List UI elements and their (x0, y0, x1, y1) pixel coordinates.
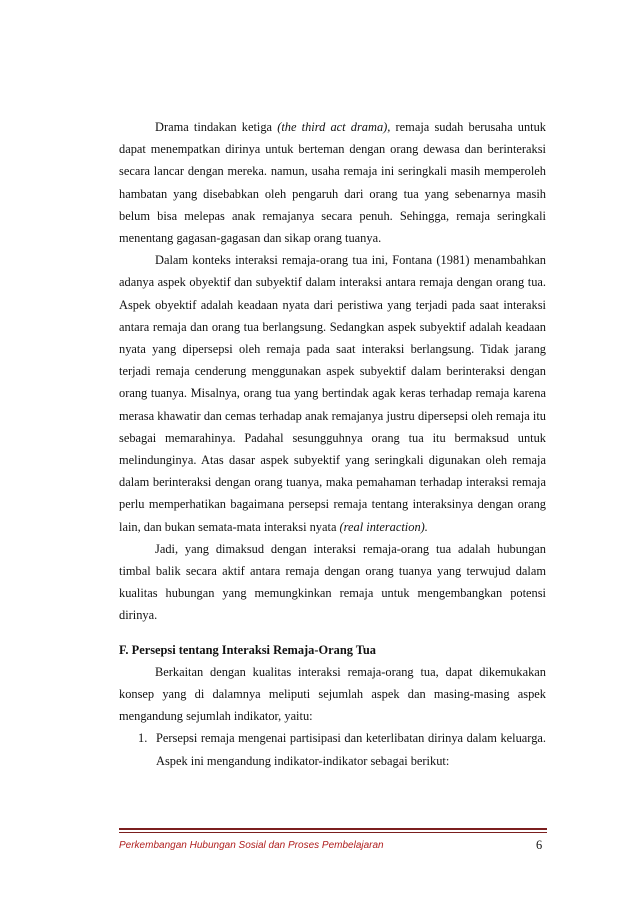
footer-title: Perkembangan Hubungan Sosial dan Proses Pembelajaran (119, 840, 384, 851)
paragraph-definition: Jadi, yang dimaksud dengan interaksi remaja-orang tua adalah hubungan timbal balik secara aktif antara remaja dengan orang tuanya yang terwujud dalam kualitas hubungan yang memungkinkan remaja untuk mengembangkan potensi dirinya. (119, 541, 546, 623)
page-number: 6 (536, 838, 543, 852)
list-item (119, 727, 546, 771)
paragraph-fontana (119, 249, 546, 538)
footer-rule-thin (119, 832, 547, 833)
italic-term: (real interaction). (339, 519, 428, 534)
list-text: Persepsi remaja mengenai partisipasi dan keterlibatan dirinya dalam keluarga. Aspek ini mengandung indikator-indikator sebagai berikut: (156, 731, 546, 768)
section-intro: Berkaitan dengan kualitas interaksi remaja-orang tua, dapat dikemukakan konsep yang di dalamnya meliputi sejumlah aspek dan masing-masing aspek mengandung sejumlah indikator, yaitu: (119, 664, 546, 724)
body-text (119, 116, 546, 772)
italic-term: (the third act drama), (277, 120, 391, 134)
paragraph-text: remaja sudah berusaha untuk dapat menempatkan dirinya untuk berteman dengan orang dewasa dan berinteraksi secara lancar dengan mereka. namun, usaha remaja ini seringkali masih memperoleh hambatan yang disebabkan oleh pengaruh dari orang tua yang sebenarnya masih belum bisa melepas anak remajanya secara penuh. Sehingga, remaja seringkali menentang gagasan-gagasan dan sikap orang tuanya. (119, 120, 546, 246)
paragraph-third-act-drama (119, 116, 546, 249)
list-number: 1. (138, 731, 148, 746)
paragraph-text: Dalam konteks interaksi remaja-orang tua ini, Fontana (1981) menambahkan adanya aspek obyektif dan subyektif dalam interaksi antara remaja dengan orang tua. Aspek obyektif adalah keadaan nyata dari peristiwa yang terjadi pada saat interaksi antara remaja dan orang tua berlangsung. Sedangkan aspek subyektif adalah keadaan nyata yang dipersepsi oleh remaja pada saat interaksi berlangsung. Tidak jarang terjadi remaja cenderung menggunakan aspek subyektif dalam berinteraksi dengan orang tuanya. Misalnya, orang tua yang bertindak agak keras terhadap remaja karena merasa khawatir dan cemas terhadap anak remajanya justru dipersepsi oleh remaja itu sebagai memarahinya. Padahal sesungguhnya orang tua itu bermaksud untuk melindunginya. Atas dasar aspek subyektif yang seringkali digunakan oleh remaja dalam berinteraksi dengan orang tuanya, maka pemahaman terhadap interaksi remaja perlu memperhatikan bagaimana persepsi remaja tentang interaksinya dengan orang lain, dan bukan semata-mata interaksi nyata (119, 253, 546, 534)
footer-rule (119, 828, 547, 830)
section-heading: F. Persepsi tentang Interaksi Remaja-Orang Tua (119, 642, 376, 657)
paragraph-text: Drama tindakan ketiga (155, 120, 278, 134)
